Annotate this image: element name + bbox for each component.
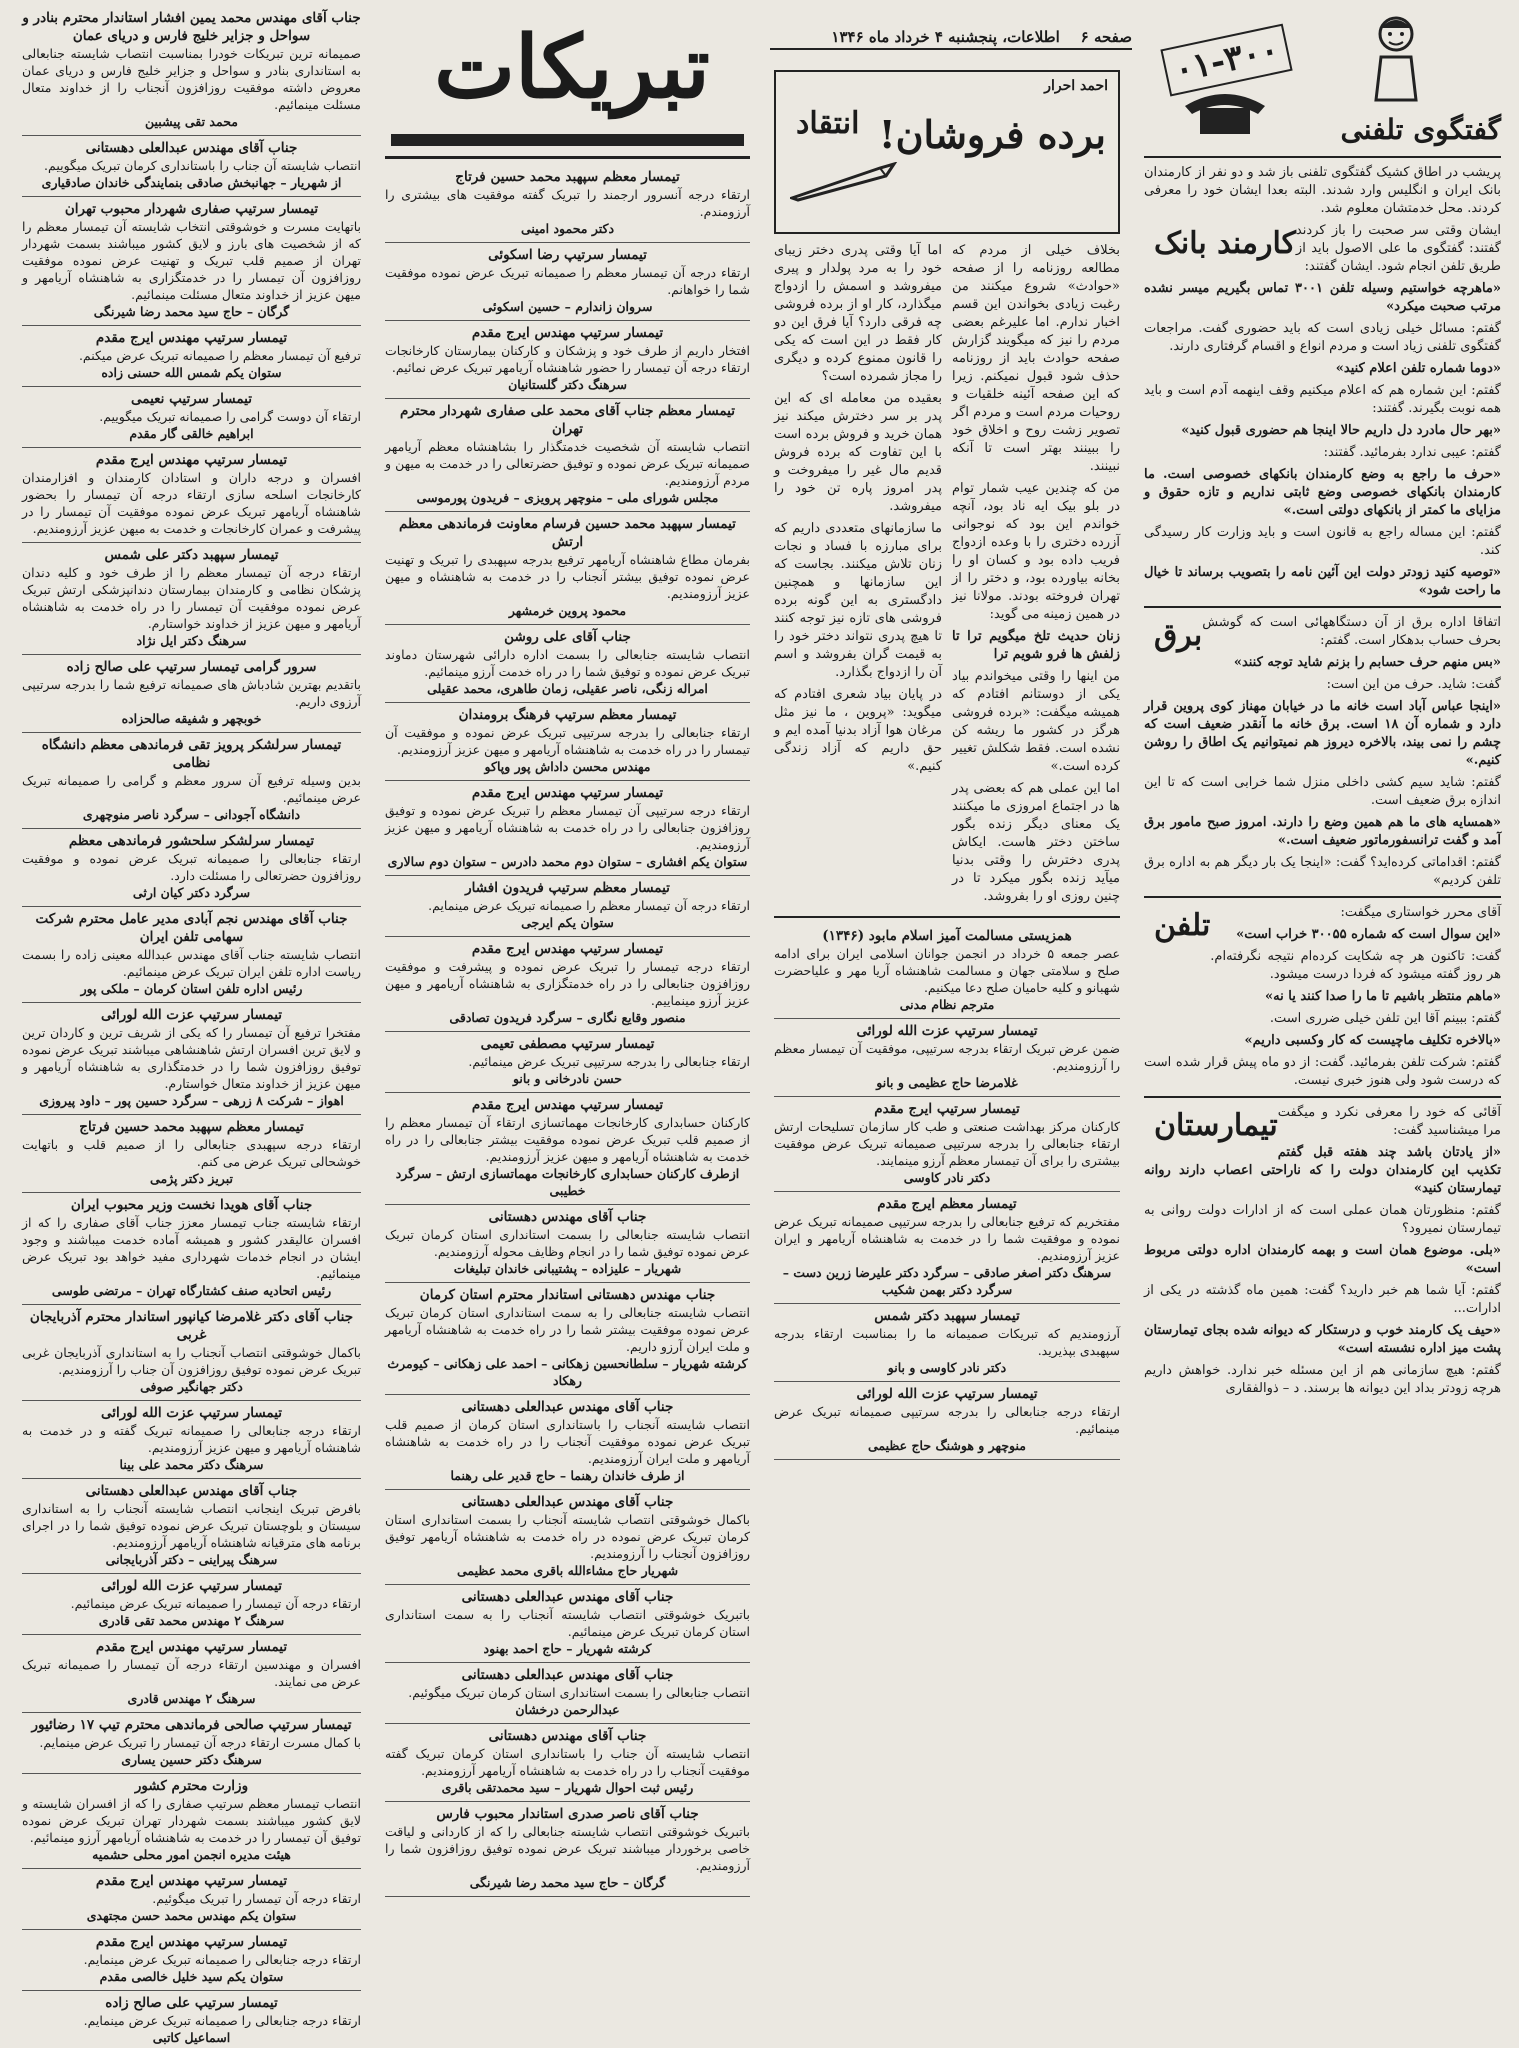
congratulation-heading: جناب آقای علی روشن xyxy=(504,629,631,645)
congratulation-item xyxy=(22,136,361,197)
congratulation-body: افتخار داریم از طرف خود و پزشکان و کارکنان بیمارستان کارخانجات ارتقاء درجه آن تیمسار را حضور شاهنشاه آریامهر تبریک عرض نمائیم. xyxy=(385,343,750,375)
congratulation-signature: دکتر جهانگیر صوفی xyxy=(140,1379,243,1394)
notice-heading: همزیستی مسالمت آمیز اسلام مابود (۱۳۴۶) xyxy=(822,928,1072,944)
article-body xyxy=(774,242,1120,910)
congratulation-heading: تیمسار سرتیپ مهندس ایرج مقدم xyxy=(471,1097,664,1113)
section-paragraph: «همسایه های ما هم همین وضع را دارند. امروز صبح مامور برق آمد و گفت ترانسفورماتور ضعیف است.» xyxy=(1144,815,1501,848)
telephone-header xyxy=(1144,6,1501,158)
congratulation-signature: شهریار – علیزاده – پشتیبانی خاندان تبلیغات xyxy=(453,1261,682,1276)
congratulation-signature: عبدالرحمن درخشان xyxy=(515,1702,620,1717)
congratulation-signature: گرگان – حاج سید محمد رضا شیرنگی xyxy=(93,304,290,319)
congratulation-body: ترفیع آن تیمسار معظم را صمیمانه تبریک عرض میکنم. xyxy=(78,348,361,363)
congratulation-heading: تیمسار سرتیپ نعیمی xyxy=(131,391,252,407)
section-paragraph: «بهر حال مادرد دل داریم حالا اینجا هم حضوری قبول کنید» xyxy=(1181,423,1501,438)
congratulation-heading: جناب آقای مهندس عبدالعلی دهستانی xyxy=(85,1483,298,1499)
congratulation-signature: سرهنگ ۲ مهندس محمد تقی قادری xyxy=(98,1613,285,1628)
congratulations-list-a xyxy=(22,6,361,2048)
article-paragraph: اما این عملی هم که بعضی پدر ها در اجتماع امروزی ما میکنند یک معنای دیگر زنده بگور ساختن دختر هاست. ایکاش پدری دخترش را وقتی بدنیا میآید زنده بگور میکرد تا در چنین روزی او را بفروشد. xyxy=(952,781,1120,904)
congratulation-body: ارتقاء درجه سپهبدی جنابعالی را از صمیم قلب و باتهایت خوشحالی تبریک عرض می کنم. xyxy=(22,1137,361,1169)
congratulation-heading: تیمسار سرتیپ عزت الله لورائی xyxy=(100,1578,283,1594)
congratulation-signature: تبریز دکتر پژمی xyxy=(150,1171,233,1186)
congratulation-item xyxy=(22,387,361,448)
congratulation-body: ارتقاء جنابعالی را بدرجه سرتیپی تبریک عرض نموده و موفقیت آن تیمسار را در راه خدمت به شاهنشاه آریامهر و میهن عزیز آرزومندیم. xyxy=(385,725,750,757)
congratulation-signature: خوبچهر و شفیقه صالحزاده xyxy=(121,711,262,726)
congratulation-signature: هیئت مدیره انجمن امور محلی حشمیه xyxy=(92,1847,291,1862)
page-number: صفحه ۶ xyxy=(1080,28,1132,46)
congratulation-signature: سرهنگ دکتر گلستانیان xyxy=(508,377,627,392)
congratulation-heading: سرور گرامی تیمسار سرتیپ علی صالح زاده xyxy=(66,659,317,675)
congratulation-item xyxy=(385,703,750,781)
congratulation-signature: محمود پروین خرمشهر xyxy=(508,603,627,618)
congratulation-heading: تیمسار سرتیپ مهندس ایرج مقدم xyxy=(95,452,288,468)
congratulation-heading: جناب آقای مهندس عبدالعلی دهستانی xyxy=(461,1494,674,1510)
section-paragraph: «بلی. موضوع همان است و بهمه کارمندان اداره دولتی مربوط است» xyxy=(1144,1243,1501,1276)
congratulation-item xyxy=(22,1930,361,1991)
congratulation-heading: تیمسار سپهبد محمد حسین فرسام معاونت فرماندهی معظم ارتش xyxy=(399,516,736,550)
congratulation-item xyxy=(385,243,750,321)
congratulation-item xyxy=(22,1479,361,1574)
section-label: انتقاد xyxy=(796,106,860,141)
section-paragraph: «بالاخره تکلیف ماچیست که کار وکسبی داریم» xyxy=(1244,1033,1501,1048)
congratulation-signature: دانشگاه آجودانی – سرگرد ناصر منوچهری xyxy=(82,807,301,822)
congratulation-signature: گرگان – حاج سید محمد رضا شیرنگی xyxy=(469,1875,666,1890)
section-paragraph: گفتم: شرکت تلفن بفرمائید. گفت: از دو ماه پیش قرار شده است که درست شود ولی هنوز خبری نیست. xyxy=(1144,1055,1501,1088)
congratulation-heading: تیمسار سرتیپ عزت الله لورائی xyxy=(100,1007,283,1023)
congratulation-item xyxy=(385,1093,750,1205)
congratulation-heading: تیمسار معظم سپهبد محمد حسین فرتاج xyxy=(79,1119,304,1135)
congratulation-body: باتقدیم بهترین شادباش های صمیمانه ترفیع شما را بدرجه سرتیپی آرزوی داریم. xyxy=(22,677,361,709)
section-paragraph: «از یادتان باشد چند هفته قبل گفتم تکذیب این کارمندان دولت را که ناراحتی اعصاب دارند روانه تیمارستان کنید» xyxy=(1144,1145,1501,1196)
congratulation-body: ارتقاء درجه تیمسار را تبریک عرض نموده و پیشرفت و موفقیت روزافزون جنابعالی را در راه خدمتگزاری به شاهنشاه آریامهر و میهن عزیز آرزو مینماییم. xyxy=(385,959,750,1008)
congratulation-heading: تیمسار سرتیپ مهندس ایرج مقدم xyxy=(471,325,664,341)
congratulation-signature: سرهنگ ۲ مهندس قادری xyxy=(127,1691,256,1706)
article-body-left xyxy=(774,242,942,910)
congratulation-item xyxy=(385,1395,750,1490)
congratulation-heading: تیمسار سرتیپ صالحی فرماندهی محترم تیپ ۱۷ رضائیور xyxy=(31,1717,352,1733)
congratulation-heading: جناب مهندس دهستانی استاندار محترم استان کرمان xyxy=(419,1287,716,1303)
congratulation-heading: جناب آقای مهندس عبدالعلی دهستانی xyxy=(461,1667,674,1683)
section-paragraph: گفتم: این مساله راجع به قانون است و باید وزارت کار رسیدگی کند. xyxy=(1144,525,1501,558)
congratulation-item xyxy=(22,1869,361,1930)
congratulation-item xyxy=(22,1574,361,1635)
congratulation-signature: رئیس ثبت احوال شهریار – سید محمدتقی باقری xyxy=(441,1780,694,1795)
section-paragraph: گفتم: آیا شما هم خبر دارید؟ گفت: همین ماه گذشته در یکی از ادارات... xyxy=(1144,1283,1501,1316)
congratulation-body: باتبریک خوشوقتی انتصاب شایسته جنابعالی را که از کاردانی و لیاقت خاصی برخوردار میباشند تبریک عرض نموده توفیق روزافزون شما را آرزومندیم. xyxy=(385,1824,750,1873)
section-paragraph: «این سوال است که شماره ۳۰۰۵۵ خراب است» xyxy=(1236,927,1501,942)
congratulation-item xyxy=(774,1192,1120,1304)
congratulation-item xyxy=(385,165,750,243)
congratulation-heading: تیمسار سرتیپ علی صالح زاده xyxy=(105,1995,278,2011)
congratulation-item xyxy=(22,1991,361,2048)
congratulation-item xyxy=(22,1193,361,1305)
congratulation-heading: جناب آقای مهندس دهستانی xyxy=(488,1209,647,1225)
congratulation-signature: ستوان یکم شمس الله حسنی زاده xyxy=(101,365,282,380)
congratulation-signature: ستوان یکم افشاری – ستوان دوم محمد دادرس – ستوان دوم سالاری xyxy=(387,854,748,869)
congratulation-item xyxy=(774,1382,1120,1460)
congratulation-heading: جناب آقای دکتر غلامرضا کیانپور استاندار محترم آذربایجان غربی xyxy=(29,1309,354,1343)
congratulation-item xyxy=(385,1724,750,1802)
congratulation-item xyxy=(385,876,750,937)
article-paragraph: من اینها را وقتی میخواندم بیاد یکی از دوستانم افتادم که همیشه میگفت: «برده فروشی هرگز در کشور ما ریشه کن نشده است. فقط شکلش تغییر کرده است.» xyxy=(952,669,1120,774)
article-paragraph: اما آیا وقتی پدری دختر زیبای خود را به مرد پولدار و پیری میفروشد و اسمش را ازدواج میگذارد، کار او از برده فروشی چه فرقی دارد؟ آیا فرق این دو کار فقط در این است که یکی را قانون ممنوع کرده و دیگری را مجاز شمرده است؟ xyxy=(774,243,942,384)
article-header-box xyxy=(774,70,1120,234)
congratulation-body: ارتقاء درجه جنابعالی را صمیمانه تبریک عرض مینمایم. xyxy=(83,2013,361,2028)
section-paragraph: «ماهرچه خواستیم وسیله تلفن ۳۰۰۱ تماس بگیریم میسر نشده مرتب صحبت میکرد» xyxy=(1144,281,1501,314)
congratulation-item xyxy=(385,1032,750,1093)
congratulation-item xyxy=(385,1283,750,1395)
divider xyxy=(1144,1096,1501,1098)
congratulation-heading: تیمسار معظم سپهبد محمد حسین فرتاج xyxy=(455,169,680,185)
congratulation-signature: حسن نادرخانی و بانو xyxy=(512,1071,623,1086)
congratulation-body: باتبریک خوشوقتی انتصاب شایسته آنجناب را به سمت استانداری استان کرمان تبریک عرض مینمائیم. xyxy=(385,1607,750,1639)
section-paragraph: گفتم: هیچ سازمانی هم از این مسئله خبر ندارد. خواهش داریم هرچه زودتر بداد این دیوانه ها برسند. د – ذوالفقاری xyxy=(1144,1363,1501,1396)
congratulation-body: ارتقاء درجه سرتیپی آن تیمسار معظم را تبریک عرض نموده و توفیق روزافزون جنابعالی را در راه خدمت به شاهنشاه آریامهر و میهن عزیز آرزومندیم. xyxy=(385,803,750,852)
congratulation-signature: ستوان یکم مهندس محمد حسن مجتهدی xyxy=(86,1908,297,1923)
congratulation-signature: سروان زاندارم – حسین اسکوئی xyxy=(482,299,653,314)
notice-body: عصر جمعه ۵ خرداد در انجمن جوانان اسلامی ایران برای ادامه صلح و سلامتی جهان و مسالمت شاهنشاه آریا مهر و علیاحضرت شهبانو و کلیه حامیان صلح دعا میکنیم. xyxy=(774,946,1120,995)
section-electricity xyxy=(1144,614,1501,890)
article-body-right xyxy=(952,242,1120,910)
congratulation-heading: جناب آقای مهندس محمد یمین افشار استاندار محترم بنادر و سواحل و جزایر خلیج فارس و دریای عمان xyxy=(22,10,361,44)
congratulation-item xyxy=(22,1713,361,1774)
congratulation-signature: شهریار حاج مشاءالله باقری محمد عظیمی xyxy=(456,1563,679,1578)
congratulation-heading: تیمسار معظم ایرج مقدم xyxy=(877,1196,1017,1212)
article-paragraph: در پایان بیاد شعری افتادم که میگوید: «پروین ، ما نیز مثل مرغان هوا آزاد بدنیا آمده ایم و حق داریم که آزاد زندگی کنیم.» xyxy=(774,687,942,774)
congratulation-body: بفرمان مطاع شاهنشاه آریامهر ترفیع بدرجه سپهبدی را تبریک و تهنیت عرض نموده توفیق بیشتر آنجناب را در خدمت به شاهنشاه و میهن عزیز آرزومندیم. xyxy=(385,552,750,601)
telephone-icon xyxy=(1180,88,1270,142)
congratulation-item xyxy=(22,6,361,136)
congratulation-heading: تیمسار معظم سرتیپ فریدون افشار xyxy=(465,880,670,896)
congratulation-item xyxy=(385,321,750,399)
congratulation-item xyxy=(22,1635,361,1713)
congratulation-heading: تیمسار سرتیپ مهندس ایرج مقدم xyxy=(95,1934,288,1950)
phone-number-badge: ۰۱-۳۰۰ xyxy=(1160,23,1293,96)
congratulation-body: انتصاب شایسته آنجناب را باستانداری استان کرمان از صمیم قلب تبریک عرض نموده موفقیت آنجناب را در راه خدمت به شاهنشاه آریامهر و ملت ایران آرزومندیم. xyxy=(385,1417,750,1466)
congratulation-signature: رئیس اتحادیه صنف کشتارگاه تهران – مرتضی طوسی xyxy=(51,1283,332,1298)
congratulation-heading: جناب آقای مهندس عبدالعلی دهستانی xyxy=(461,1399,674,1415)
divider xyxy=(1144,896,1501,898)
congratulation-body: مفتخرا ترفیع آن تیمسار را که یکی از شریف ترین و کاردان ترین و لایق ترین افسران ارتش شاهنشاهی میباشند تبریک عرض نموده توفیق روزافزون شما را در خدمتگذاری به شاهنشاه آریامهر و میهن عزیز از خداوند متعال خواستارم. xyxy=(22,1025,361,1091)
congratulation-body: انتصاب شایسته جناب آقای مهندس عبدالله معینی زاده را بسمت ریاست اداره تلفن ایران تبریک عرض مینمائیم. xyxy=(22,947,361,979)
congratulation-item xyxy=(22,1774,361,1869)
congratulation-item xyxy=(774,1304,1120,1382)
congratulations-column-a xyxy=(14,0,369,2048)
article-column xyxy=(766,0,1128,2048)
congratulation-body: انتصاب شایسته آن شخصیت خدمتگذار را بشاهنشاه معظم آریامهر صمیمانه تبریک عرض نموده و توفیق حضرتعالی را در خدمت به میهن و مردم آرزومندیم. xyxy=(385,439,750,488)
congratulation-item xyxy=(22,326,361,387)
congratulation-item xyxy=(774,1019,1120,1097)
congratulation-signature: مهندس محسن داداش پور وپاکو xyxy=(484,759,651,774)
congratulation-body: ارتقاء درجه جنابعالی را بدرجه سرتیپی صمیمانه تبریک عرض مینمائیم. xyxy=(774,1404,1120,1436)
congratulation-body: ارتقاء آن دوست گرامی را صمیمانه تبریک میگوییم. xyxy=(99,409,361,424)
article-paragraph: من که چندین عیب شمار توام در بلو بیک ایه ناد بود، آنچه خواندم این بود که نوجوانی آزرده دختری را با وعده ازدواج فریب داده بود و کسان او را بخانه بیاورده بود، و دختر را از تهران فروخته بودند. مولانا نیز در همین زمینه می گوید: xyxy=(952,481,1120,622)
congratulation-signature: امراله زنگی، ناصر عقیلی، زمان طاهری، محمد عقیلی xyxy=(427,681,708,696)
congratulation-signature: سرهنگ دکتر اصغر صادقی – سرگرد دکتر علیرضا زرین دست – سرگرد دکتر بهمن شکیب xyxy=(782,1265,1112,1297)
congratulation-item xyxy=(22,655,361,733)
congratulation-signature: دکتر محمود امینی xyxy=(520,221,615,236)
congratulation-body: ارتقاء جنابعالی را صمیمانه تبریک عرض نموده و موفقیت روزافزون حضرتعالی را مسئلت دارد. xyxy=(22,851,361,883)
notice-signature: مترجم نظام مدنی xyxy=(899,997,995,1012)
section-paragraph: گفتم: منظورتان همان عملی است که از ادارات دولت روانی به تیمارستان نمیرود؟ xyxy=(1144,1203,1501,1236)
congratulation-body: ارتقاء درجه آن تیمسار معظم را صمیمانه تبریک عرض نموده موفقیت شما را خواهانم. xyxy=(385,265,750,297)
congratulation-heading: تیمسار سرتیپ عزت الله لورائی xyxy=(100,1405,283,1421)
congratulation-signature: مجلس شورای ملی – منوچهر پرویزی – فریدون پورموسی xyxy=(416,490,719,505)
congratulation-heading: جناب آقای مهندس دهستانی xyxy=(488,1728,647,1744)
pen-icon xyxy=(790,162,900,206)
congratulation-item xyxy=(774,1097,1120,1192)
congratulation-heading: تیمسار سرتیپ ایرج مقدم xyxy=(874,1101,1020,1117)
congratulation-body: ارتقاء درجه آن تیمسار معظم را از طرف خود و کلیه دندان پزشکان نظامی و کارمندان بیمارستان دندانپزشکی ارتش تبریک عرض نموده موفقیت آن تیمسار را در راه خدمت به شاهنشاه آریامهر و میهن عزیز از خداوند خواستارم. xyxy=(22,565,361,631)
congratulation-body: ارتقاء درجه آن تیمسار را تبریک میگوئیم. xyxy=(152,1891,361,1906)
section-title: تلفن xyxy=(1154,908,1211,943)
congratulation-heading: تیمسار سپهبد دکتر علی شمس xyxy=(104,547,279,563)
section-paragraph: گفتم: شاید سیم کشی داخلی منزل شما خرابی است که تا این اندازه برق ضعیف است. xyxy=(1144,775,1501,808)
paper-date: اطلاعات، پنجشنبه ۴ خرداد ماه ۱۳۴۶ xyxy=(831,28,1060,46)
congratulation-body: انتصاب شایسته آن جناب را باستانداری استان کرمان تبریک گفته موفقیت آنجناب را در راه خدمت به شاهنشاه آریامهر آرزومندیم. xyxy=(385,1746,750,1778)
congratulation-signature: محمد تقی پیشبین xyxy=(145,114,238,129)
article-paragraph: بخلاف خیلی از مردم که مطالعه روزنامه را از صفحه «حوادث» شروع میکنند من رغبت زیادی بخواندن این قسم اخبار ندارم. اما علیرغم بعضی مردم را نیز که میگویند گزارش صفحه حوادث باید از روزنامه حذف شود قبول نمیکنم. زیرا که این صفحه آئینه خلقیات و روحیات مردم است و مردم اگر تصویر زشت روح و اخلاق خود را ببینند بهتر است تا آنکه نبینند. xyxy=(952,243,1120,474)
congratulation-body: بدین وسیله ترفیع آن سرور معظم و گرامی را صمیمانه تبریک عرض مینمائیم. xyxy=(22,773,361,805)
congratulation-item xyxy=(22,733,361,829)
telephone-column-title: گفتگوی تلفنی xyxy=(1340,113,1501,146)
congratulation-body: باکمال خوشوقتی انتصاب شایسته آنجناب را بسمت استانداری استان کرمان تبریک عرض نموده در راه خدمت به شاهنشاه آریامهر توفیق روزافزون آنجناب را آرزومندیم. xyxy=(385,1512,750,1561)
article-title: برده فروشان! xyxy=(878,112,1106,157)
section-paragraph: «ماهم منتظر باشیم تا ما را صدا کنند یا نه» xyxy=(1265,989,1501,1004)
section-telephone xyxy=(1144,904,1501,1090)
article-paragraph: ما سازمانهای متعددی داریم که برای مبارزه با فساد و نجات زنان تلاش میکنند. بجاست که این سازمانها و همچنین دادگستری به این گونه برده فروشی های تازه نیز توجه کنند تا هیچ پدری نتواند دختر خود را به قیمت گران بفروشد و اسم آن را ازدواج بگذارد. xyxy=(774,521,942,680)
section-title: کارمند بانک xyxy=(1154,226,1296,261)
section-paragraph: «حرف ما راجع به وضع کارمندان بانکهای خصوصی است. ما کارمندان بانکهای خصوصی وضع ثابتی نداریم و تازه حقوق و مزایای ما کمتر از بانکهای دولتی است.» xyxy=(1144,467,1501,518)
section-paragraph: گفت: شاید. حرف من این است: xyxy=(1326,677,1501,692)
congratulation-signature: از طرف خاندان رهنما – حاج قدیر علی رهنما xyxy=(450,1468,685,1483)
congratulation-body: ضمن عرض تبریک ارتقاء بدرجه سرتیپی، موفقیت آن تیمسار معظم را آرزومندیم. xyxy=(774,1041,1120,1073)
telephone-intro: پریشب در اطاق کشیک گفتگوی تلفنی باز شد و دو نفر از کارمندان بانک ایران و انگلیس وارد شدند. البته بعدا ایشان خود را معرفی کردند. محل خدمتشان معلوم شد. xyxy=(1144,165,1501,216)
section-paragraph: ایشان وقتی سر صحبت را باز کردند گفتند: گفتگوی ما علی الاصول باید از طریق تلفن انجام شود. ایشان گفتند: xyxy=(1295,223,1501,274)
congratulations-column-b xyxy=(377,0,758,2048)
section-paragraph: آقای محرر خواستاری میگفت: xyxy=(1340,905,1501,920)
congratulation-body: باتهایت مسرت و خوشوقتی انتخاب شایسته آن تیمسار معظم را که از شخصیت های بارز و لایق کشور میباشند بسمت شهردار تهران از صمیم قلب تبریک و تهنیت عرض نموده موفقیت روزافزون آن تیمسار را در خدمتگزاری به شاهنشاه آریامهر و میهن عزیز از خداوند متعال مسئلت مینمائیم. xyxy=(22,219,361,302)
section-paragraph: «توصیه کنید زودتر دولت این آئین نامه را بتصویب برساند تا خیال ما راحت شود» xyxy=(1144,565,1501,598)
congratulation-item xyxy=(385,512,750,625)
congratulation-body: ارتقاء شایسته جناب تیمسار معزز جناب آقای صفاری را که از افسران عالیقدر کشور و همیشه آماده خدمت میباشند و وجود ایشان در انجام خدمات شهرداری مفید خواهد بود تبریک عرض مینمائیم. xyxy=(22,1215,361,1281)
congratulation-signature: اسماعیل کاتبی xyxy=(152,2030,231,2045)
notice-item xyxy=(774,924,1120,1019)
congratulation-item xyxy=(385,1585,750,1663)
congratulation-heading: تیمسار معظم سرتیپ فرهنگ برومندان xyxy=(458,707,677,723)
congratulation-heading: تیمسار سپهبد دکتر شمس xyxy=(874,1308,1020,1324)
congratulation-item xyxy=(385,1490,750,1585)
congratulation-signature: سرگرد دکتر کیان ارثی xyxy=(132,885,251,900)
congratulation-body: صمیمانه ترین تبریکات خودرا بمناسبت انتصاب شایسته جنابعالی به استانداری بنادر و سواحل و جزایر خلیج فارس و دریای عمان معروض داشته موفقیت روزافزون آنجناب را از خداوند متعال مسئلت مینمائیم. xyxy=(22,46,361,112)
congratulation-body: کارکنان حسابداری کارخانجات مهماتسازی ارتقاء آن تیمسار معظم را از صمیم قلب تبریک عرض نموده موفقیت بیشتر جنابعالی را در راه خدمت به شاهنشاه آریامهر و میهن عزیز آرزومندیم. xyxy=(385,1115,750,1164)
congratulations-list-b xyxy=(385,165,750,1897)
congratulation-heading: تیمسار سرتیپ عزت الله لورائی xyxy=(856,1386,1038,1402)
article-paragraph: زنان حدیث تلخ میگویم ترا تا زلفش ها فرو شویم ترا xyxy=(952,629,1120,662)
congratulation-item xyxy=(385,937,750,1032)
title-underline xyxy=(391,134,744,146)
section-paragraph: اتفاقا اداره برق از آن دستگاههائی است که گوشش بحرف حساب بدهکار است. گفتم: xyxy=(1202,615,1501,648)
congratulation-heading: جناب آقای مهندس عبدالعلی دهستانی xyxy=(85,140,298,156)
congratulation-item xyxy=(22,907,361,1003)
congratulation-heading: تیمسار سرتیپ مصطفی تعیمی xyxy=(480,1036,655,1052)
congratulation-signature: منوچهر و هوشنگ حاج عظیمی xyxy=(868,1438,1026,1453)
section-title: برق xyxy=(1154,618,1203,653)
congratulation-signature: کرشته شهریار – حاج احمد بهنود xyxy=(483,1641,652,1656)
congratulation-item xyxy=(22,197,361,326)
congratulation-signature: منصور وقایع نگاری – سرگرد فریدون تصادقی xyxy=(449,1010,686,1025)
article-author: احمد احرار xyxy=(1044,78,1108,94)
congratulations-header xyxy=(385,6,750,159)
congratulation-body: انتصاب شایسته جنابعالی را به سمت استانداری استان کرمان تبریک عرض نموده موفقیت بیشتر شما را در راه خدمت به شاهنشاه آریامهر و ملت ایران آرزو داریم. xyxy=(385,1305,750,1354)
congratulation-item xyxy=(385,625,750,703)
telephone-column xyxy=(1136,0,1509,2048)
congratulation-heading: تیمسار سرتیپ رضا اسکوئی xyxy=(488,247,647,263)
congratulation-item xyxy=(385,781,750,876)
congratulation-signature: رئیس اداره تلفن استان کرمان – ملکی پور xyxy=(80,981,303,996)
congratulation-item xyxy=(385,399,750,512)
congratulation-signature: از شهریار – جهانبخش صادقی بنمایندگی خاندان صادقیاری xyxy=(41,175,342,190)
congratulation-body: ارتقاء درجه جنابعالی را صمیمانه تبریک عرض مینمایم. xyxy=(83,1952,361,1967)
congratulation-heading: تیمسار سرتیپ مهندس ایرج مقدم xyxy=(95,1873,288,1889)
congratulation-signature: سرهنگ دکتر محمد علی بینا xyxy=(119,1457,264,1472)
congratulation-body: ارتقاء جنابعالی را بدرجه سرتیپی تبریک عرض مینمائیم. xyxy=(468,1054,750,1069)
congratulation-body: انتصاب شایسته جنابعالی را بسمت استانداری استان کرمان تبریک عرض نموده توفیق شما را در انجام وظایف محوله آرزومندیم. xyxy=(385,1227,750,1259)
congratulation-heading: تیمسار سرتیپ مهندس ایرج مقدم xyxy=(95,330,288,346)
cartoon-figure-icon xyxy=(1361,12,1431,106)
article-paragraph: بعقیده من معامله ای که این پدر بر سر دخترش میکند نیز همان خرید و فروش برده است با این تفاوت که برده فروش قدیم مال غیر را میفروخت و پدر امروز پاره تن خود را میفروشد. xyxy=(774,391,942,514)
congratulation-body: ارتقاء درجه جنابعالی را صمیمانه تبریک گفته و در خدمت به شاهنشاه آریامهر و میهن عزیز آرزومندیم. xyxy=(22,1423,361,1455)
section-paragraph: گفتم: اقداماتی کرده‌اید؟ گفت: «اینجا یک بار دیگر هم به اداره برق تلفن کردیم» xyxy=(1144,855,1501,888)
congratulation-heading: تیمسار سرلشکر سلحشور فرماندهی معظم xyxy=(68,833,315,849)
congratulation-body: مفتخریم که ترفیع جنابعالی را بدرجه سرتیپی صمیمانه تبریک عرض نموده و موفقیت شما را در خدمت به شاهنشاه آریامهر و ایران عزیز آرزومندیم. xyxy=(774,1214,1120,1263)
section-paragraph: «دوما شماره تلفن اعلام کنید» xyxy=(1335,361,1501,376)
congratulation-heading: تیمسار سرتیپ مهندس ایرج مقدم xyxy=(471,785,664,801)
congratulation-body: کارکنان مرکز بهداشت صنعتی و طب کار سازمان تسلیحات ارتش ارتقاء جنابعالی را بدرجه سرتیپی صمیمانه تبریک عرض موفقیت بیشتری را برای آن تیمسار معظم آرزو مینمایند. xyxy=(774,1119,1120,1168)
congratulation-signature: کرشته شهریار – سلطانحسین زهکانی – احمد علی زهکانی – کیومرث رهکاد xyxy=(387,1356,748,1388)
section-paragraph: گفتم: ببینم آقا این تلفن خیلی ضرری است. xyxy=(1269,1011,1501,1026)
congratulation-heading: وزارت محترم کشور xyxy=(134,1778,249,1794)
congratulation-body: ارتقاء درجه آنسرور ارجمند را تبریک گفته موفقیت های بیشتری را آرزومندم. xyxy=(385,187,750,219)
congratulation-heading: تیمسار سرتیپ مهندس ایرج مقدم xyxy=(95,1639,288,1655)
congratulation-item xyxy=(385,1205,750,1283)
section-paragraph: «اینجا عباس آباد است خانه ما در خیابان مهناز کوی پروین قرار دارد و شماره آن ۱۸ است. برق خانه ما آنقدر ضعیف است که چشم را نمی بیند، بالاخره دیروز هم نمیتوانیم یک اطاق را روشن کنیم.» xyxy=(1144,699,1501,768)
congratulation-item xyxy=(22,448,361,543)
divider xyxy=(1144,606,1501,608)
congratulation-heading: جناب آقای مهندس عبدالعلی دهستانی xyxy=(461,1589,674,1605)
congratulation-signature: دکتر نادر کاوسی و بانو xyxy=(887,1360,1007,1375)
congratulation-heading: تیمسار سرتیپ مهندس ایرج مقدم xyxy=(471,941,664,957)
congratulation-signature: سرهنگ دکتر ایل نژاد xyxy=(136,633,247,648)
congratulation-signature: سرهنگ پیراینی – دکتر آذربایجانی xyxy=(105,1552,278,1567)
congratulations-list-c xyxy=(774,1019,1120,1460)
section-paragraph: گفتم: عیبی ندارد بفرمائید. گفتند: xyxy=(1323,445,1501,460)
section-paragraph: گفت: تاکنون هر چه شکایت کرده‌ام نتیجه نگرفته‌ام. هر روز گفته میشود که فردا درست میشود. xyxy=(1210,949,1501,982)
congratulation-body: افسران و درجه داران و استادان کارمندان و افزارمندان کارخانجات اسلحه سازی ارتقاء درجه آن تیمسار را بحضور شاهنشاه آریامهر تبریک عرض نموده موفقیت آن تیمسار را در پیشرفت و عمران کارخانجات و خدمت به میهن عزیز آرزومندیم. xyxy=(22,470,361,536)
section-paragraph: «حیف یک کارمند خوب و درستکار که دیوانه شده بجای تیمارستان پشت میز اداره نشسته است» xyxy=(1144,1323,1501,1356)
congratulation-signature: دکتر نادر کاوسی xyxy=(903,1170,991,1185)
congratulation-body: با کمال مسرت ارتقاء درجه آن تیمسار را تبریک عرض مینمایم. xyxy=(39,1735,361,1750)
congratulations-title: تبریکات xyxy=(434,17,710,118)
congratulation-signature: ستوان یکم ایرجی xyxy=(521,915,614,930)
section-paragraph: «بس منهم حرف حسابم را بزنم شاید توجه کنند» xyxy=(1233,655,1501,670)
congratulation-body: انتصاب شایسته آن جناب را باستانداری کرمان تبریک میگوییم. xyxy=(44,158,361,173)
section-bank xyxy=(1144,222,1501,600)
section-paragraph: گفتم: مسائل خیلی زیادی است که باید حضوری گفت. مراجعات گفتگوی تلفنی زیاد است و مردم انواع و اقسام گرفتاری دارند. xyxy=(1144,321,1501,354)
congratulation-heading: جناب آقای ناصر صدری استاندار محبوب فارس xyxy=(436,1806,699,1822)
congratulation-body: باکمال خوشوقتی انتصاب آنجناب را به استانداری آذربایجان غربی تبریک عرض نموده توفیق روزافزون آن جناب را آرزومندیم. xyxy=(22,1345,361,1377)
congratulation-signature: ازطرف کارکنان حسابداری کارخانجات مهماتسازی ارتش – سرگرد خطیبی xyxy=(395,1166,740,1198)
congratulation-body: بافرض تبریک اینجانب انتصاب شایسته آنجناب را به استانداری سیستان و بلوچستان تبریک عرض نموده توفیق شما را در اجرای برنامه های مترقیانه شاهنشاه آریامهر آرزومندیم. xyxy=(22,1501,361,1550)
congratulation-signature: ستوان یکم سید خلیل خالصی مقدم xyxy=(99,1969,284,1984)
congratulation-item xyxy=(22,829,361,907)
section-asylum xyxy=(1144,1104,1501,1398)
congratulation-item xyxy=(385,1663,750,1724)
section-title: تیمارستان xyxy=(1154,1108,1278,1143)
congratulation-item xyxy=(22,1305,361,1401)
congratulation-heading: تیمسار معظم جناب آقای محمد علی صفاری شهردار محترم تهران xyxy=(399,403,736,437)
congratulation-body: آرزومندیم که تبریکات صمیمانه ما را بمناسبت ارتقاء بدرجه سپهبدی بپذیرید. xyxy=(774,1326,1120,1358)
congratulation-signature: سرهنگ دکتر حسین یساری xyxy=(121,1752,262,1767)
congratulation-body: انتصاب جنابعالی را بسمت استانداری استان کرمان تبریک میگوئیم. xyxy=(408,1685,750,1700)
congratulation-signature: اهواز – شرکت ۸ زرهی – سرگرد حسین پور – داود پیروزی xyxy=(39,1093,344,1108)
divider xyxy=(774,916,1120,918)
congratulation-signature: ابراهیم خالقی گار مقدم xyxy=(129,426,254,441)
congratulation-item xyxy=(385,1802,750,1897)
congratulation-body: انتصاب شایسته جنابعالی را بسمت اداره دارائی شهرستان دماوند تبریک عرض نموده و توفیق شما را در راه خدمت آرزو مینمائیم. xyxy=(385,647,750,679)
congratulation-body: انتصاب تیمسار معظم سرتیپ صفاری را که از افسران شایسته و لایق کشور میباشند بسمت شهردار تهران تبریک عرض نموده توفیق آن تیمسار را در خدمت به شاهنشاه آریامهر آرزو مینمائیم. xyxy=(22,1796,361,1845)
congratulation-body: ارتقاء درجه آن تیمسار معظم را صمیمانه تبریک عرض مینمایم. xyxy=(428,898,750,913)
congratulation-item xyxy=(22,1003,361,1115)
congratulation-heading: تیمسار سرتیپ صفاری شهردار محبوب تهران xyxy=(64,201,319,217)
congratulation-item xyxy=(22,1401,361,1479)
congratulation-body: ارتقاء درجه آن تیمسار را صمیمانه تبریک عرض مینمائیم. xyxy=(70,1596,361,1611)
congratulation-heading: تیمسار سرلشکر پرویز تقی فرماندهی معظم دانشگاه نظامی xyxy=(41,737,342,771)
congratulation-heading: تیمسار سرتیپ عزت الله لورائی xyxy=(856,1023,1038,1039)
section-paragraph: آقائی که خود را معرفی نکرد و میگفت مرا میشناسید گفت: xyxy=(1277,1105,1501,1138)
congratulation-heading: جناب آقای مهندس نجم آبادی مدیر عامل محترم شرکت سهامی تلفن ایران xyxy=(35,911,348,945)
congratulation-body: افسران و مهندسین ارتقاء درجه آن تیمسار را صمیمانه تبریک عرض می نمایند. xyxy=(22,1657,361,1689)
congratulation-heading: جناب آقای هویدا نخست وزیر محبوب ایران xyxy=(70,1197,313,1213)
congratulation-signature: غلامرضا حاج عظیمی و بانو xyxy=(876,1075,1018,1090)
congratulation-item xyxy=(22,1115,361,1193)
congratulation-item xyxy=(22,543,361,655)
section-paragraph: گفتم: این شماره هم که اعلام میکنیم وقف اینهمه آدم است و باید همه نوبت بگیرند. گفتند: xyxy=(1144,383,1501,416)
